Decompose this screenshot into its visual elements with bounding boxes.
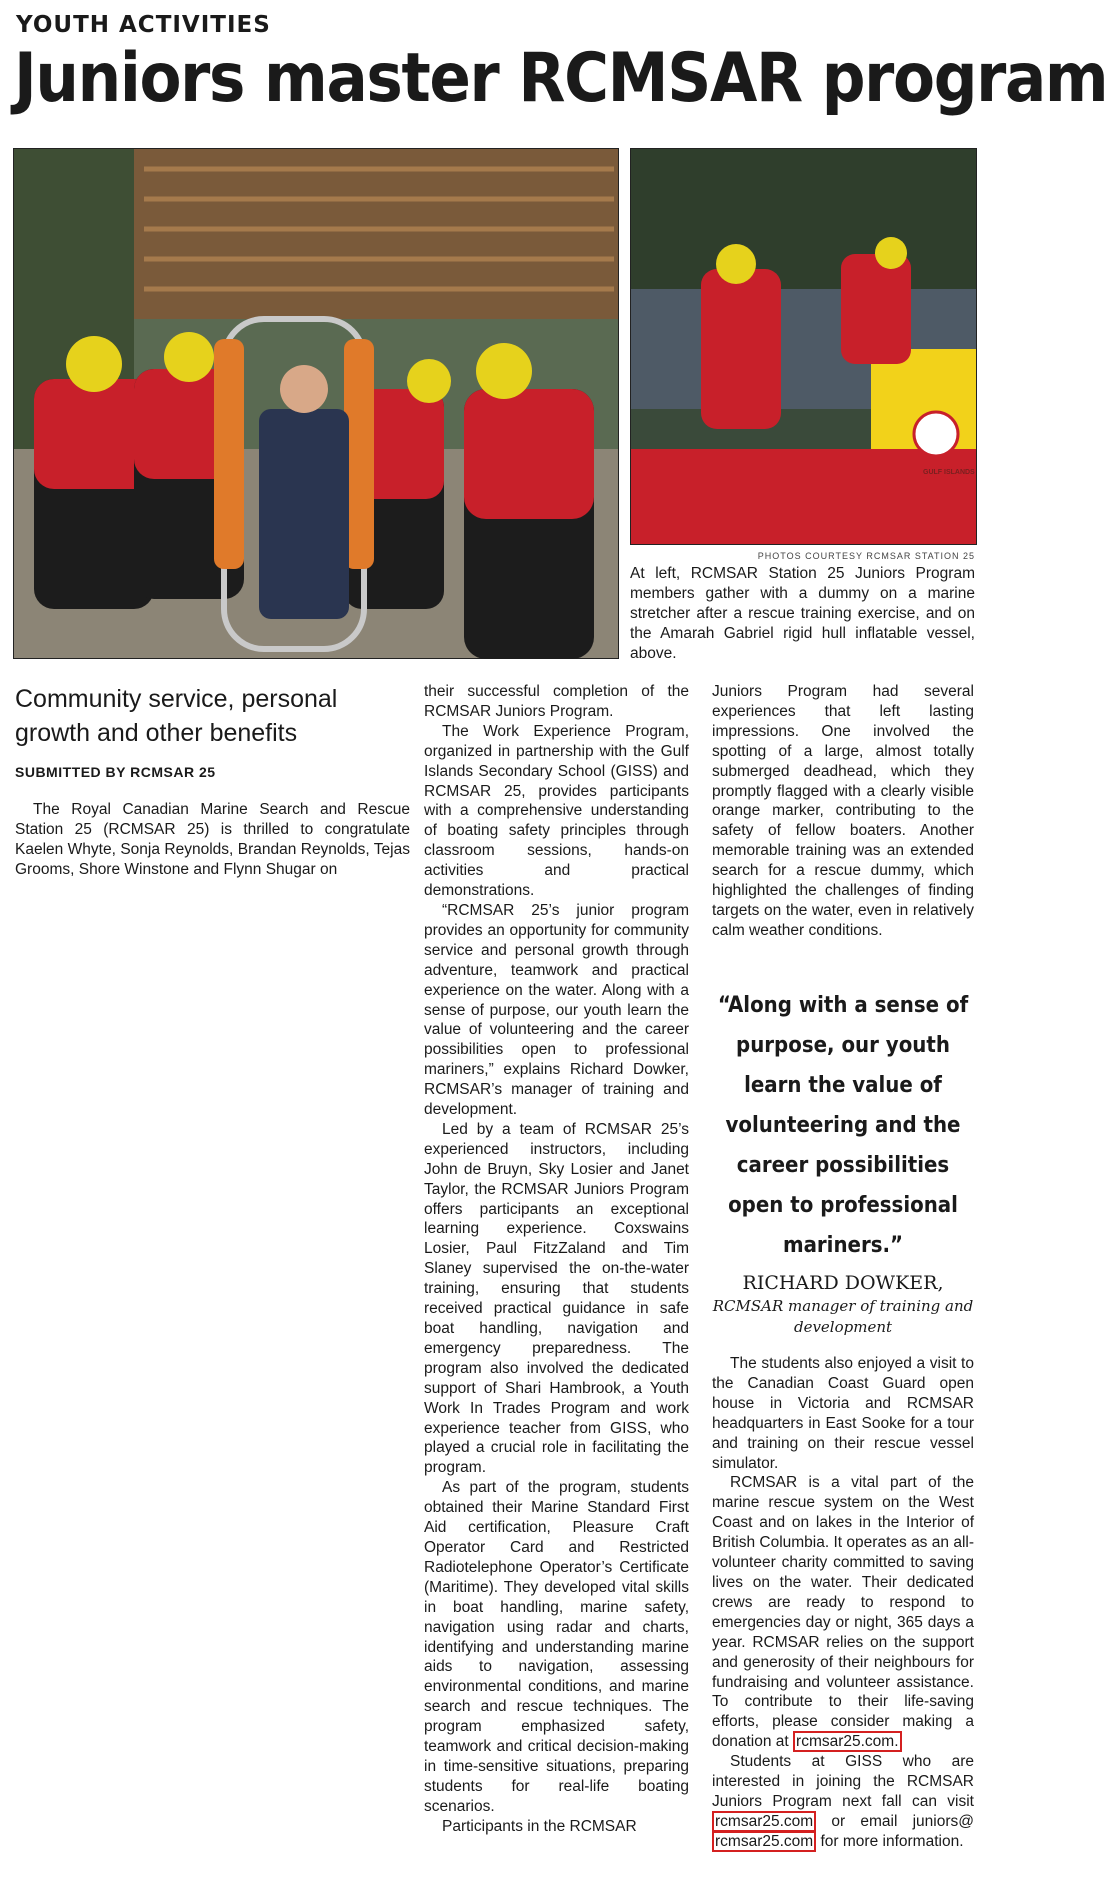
article-paragraph: Participants in the RCMSAR [442, 1817, 637, 1835]
pull-quote-role: RCMSAR manager of training and development [712, 1297, 974, 1336]
article-subhead: Community service, personal growth and other benefits [15, 685, 338, 747]
paragraph-text: for more information. [820, 1832, 964, 1850]
pull-quote: “Along with a sense of purpose, our youth learn the value of volunteering and the career possibilities open to professional mariners.” [717, 993, 969, 1258]
article-paragraph [712, 1473, 974, 1752]
photo-caption: At left, RCMSAR Station 25 Juniors Program members gather with a dummy on a marine stretcher after a rescue training exercise, and on the Amarah Gabriel rigid hull inflatable vessel, above. [630, 565, 975, 662]
article-paragraph [712, 1752, 974, 1852]
section-kicker: YOUTH ACTIVITIES [16, 12, 271, 38]
photo-stretcher-group [13, 148, 619, 659]
photo-credit: PHOTOS COURTESY RCMSAR STATION 25 [757, 551, 975, 561]
article-paragraph: Led by a team of RCMSAR 25’s experienced instructors, including John de Bruyn, Sky Losier and Janet Taylor, the RCMSAR Juniors Program offers participants an exceptional learning experience. Coxswains Losier, Paul FitzZaland and Tim Slaney supervised the on-the-water training, ensuring that students received practical guidance in safe boat handling, navigation and emergency preparedness. The program also involved the dedicated support of Shari Hambrook, a Youth Work In Trades Program and work experience teacher from GISS, who played a crucial role in facilitating the program. [424, 1120, 689, 1477]
pull-quote-attribution: RICHARD DOWKER, [742, 1272, 944, 1294]
article-paragraph: The students also enjoyed a visit to the Canadian Coast Guard open house in Victoria and RCMSAR headquarters in East Sooke for a tour and training on their rescue vessel simulator. [712, 1355, 974, 1472]
article-column-1 [15, 800, 410, 880]
article-paragraph: The Royal Canadian Marine Search and Rescue Station 25 (RCMSAR 25) is thrilled to congratulate Kaelen Whyte, Sonja Reynolds, Brandan Reynolds, Tejas Grooms, Shore Winstone and Flynn Shugar on [15, 801, 410, 878]
photo-rescue-vessel [630, 148, 977, 545]
byline: SUBMITTED BY RCMSAR 25 [15, 764, 216, 780]
photo-stretcher-image [14, 149, 618, 658]
paragraph-text: Students at GISS who are interested in joining the RCMSAR Juniors Program next fall can visit [712, 1753, 974, 1810]
article-paragraph: The Work Experience Program, organized in partnership with the Gulf Islands Secondary School (GISS) and RCMSAR 25, provides participants with a comprehensive understanding of boating safety principles through classroom sessions, hands-on activities and practical demonstrations. [424, 722, 689, 900]
article-paragraph: As part of the program, students obtained their Marine Standard First Aid certification, Pleasure Craft Operator Card and Restricted Radiotelephone Operator’s Certificate (Maritime). They developed vital skills in boat handling, marine safety, navigation using radar and charts, identifying and understanding marine aids to navigation, assessing environmental conditions, and marine search and rescue techniques. The program emphasized safety, teamwork and critical decision-making in time-sensitive situations, preparing students for real-life boating scenarios. [424, 1479, 689, 1815]
article-paragraph: Juniors Program had several experiences that left lasting impressions. One involved the spotting of a large, almost totally submerged deadhead, which they promptly flagged with a clearly visible orange marker, contributing to the safety of fellow boaters. Another memorable training was an extended search for a rescue dummy, which highlighted the challenges of finding targets on the water, even in relatively calm weather conditions. [712, 683, 974, 939]
website-link[interactable]: rcmsar25.com. [793, 1731, 902, 1752]
paragraph-text: RCMSAR is a vital part of the marine rescue system on the West Coast and on lakes in the Interior of British Columbia. It operates as an all-volunteer charity committed to saving lives on the water. Their dedicated crews are ready to respond to emergencies day or night, 365 days a year. RCMSAR relies on the support and generosity of their neighbours for fundraising and volunteer assistance. To contribute to their life-saving efforts, please consider making a donation at [712, 1474, 974, 1751]
headline: Juniors master RCMSAR program [14, 39, 1107, 118]
article-column-3-top [712, 682, 974, 941]
website-link[interactable]: rcmsar25.com [712, 1811, 816, 1832]
article-column-2 [424, 682, 689, 1837]
email-domain-link[interactable]: rcmsar25.com [712, 1831, 816, 1852]
boat-lettering: GULF ISLANDS [923, 469, 975, 476]
article-paragraph: their successful completion of the RCMSAR Juniors Program. [424, 683, 689, 720]
article-column-3-bottom [712, 1354, 974, 1852]
photo-vessel-image [631, 149, 976, 544]
article-paragraph: “RCMSAR 25’s junior program provides an opportunity for community service and personal growth through adventure, teamwork and practical experience on the water. Along with a sense of purpose, our youth learn the value of volunteering and the career possibilities open to professional mariners,” explains Richard Dowker, RCMSAR’s manager of training and development. [424, 901, 689, 1119]
paragraph-text: or email juniors@ [831, 1812, 974, 1830]
